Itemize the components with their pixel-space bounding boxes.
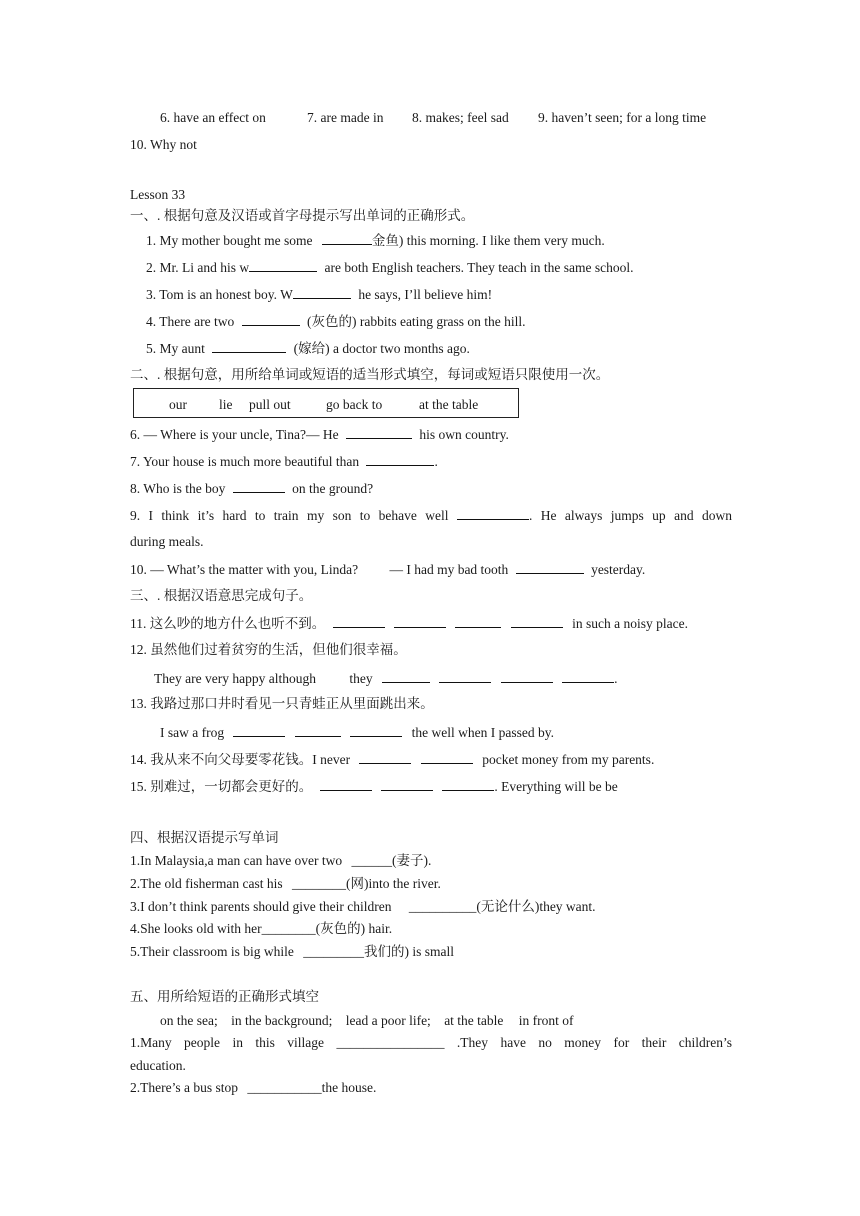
section-3-heading: 三、. 根据汉语意思完成句子。 — [130, 588, 313, 603]
word-bank-item: our — [169, 397, 187, 412]
question-2-text-end: are both English teachers. They teach in the same school. — [324, 260, 634, 275]
question-13-english — [160, 723, 554, 742]
question-9-text: 9. I think it’s hard to train my son to behave well — [130, 508, 449, 523]
answer-blank[interactable] — [333, 614, 385, 628]
s4-q2-text: 2.The old fisherman cast his — [130, 876, 283, 891]
answer-7: 7. are made in — [307, 110, 384, 125]
section-4-heading: 四、根据汉语提示写单词 — [130, 830, 279, 845]
s4-q5-blank[interactable]: _________我们的) is small — [303, 944, 454, 959]
question-14-text: 14. 我从来不向父母要零花钱。I never — [130, 752, 351, 767]
section-5-question-2 — [130, 1079, 376, 1097]
question-12-english — [154, 669, 617, 688]
question-9-text-end: . He always jumps up and down — [528, 508, 732, 523]
question-5-text: 5. My aunt — [146, 341, 205, 356]
question-9 — [130, 506, 732, 525]
question-11 — [130, 614, 688, 633]
question-14 — [130, 750, 654, 769]
question-3-text: 3. Tom is an honest boy. W — [146, 287, 293, 302]
question-6-text: 6. — Where is your uncle, Tina?— He — [130, 427, 339, 442]
word-bank-item: pull out — [249, 397, 291, 412]
answer-blank[interactable] — [501, 669, 553, 683]
word-bank-item: go back to — [326, 397, 383, 412]
question-12-text-mid: they — [349, 671, 373, 686]
question-5-text-end: (嫁给) a doctor two months ago. — [293, 341, 470, 356]
question-5 — [146, 339, 470, 358]
answer-6: 6. have an effect on — [160, 110, 266, 125]
s5-q1-blank[interactable]: ________________ — [336, 1035, 445, 1050]
section-4-question-1 — [130, 852, 431, 870]
answer-blank[interactable] — [249, 258, 317, 272]
question-15-text: 15. 别难过，一切都会更好的。 — [130, 779, 313, 794]
answer-blank[interactable] — [320, 777, 372, 791]
answer-blank[interactable] — [457, 506, 529, 520]
question-2 — [146, 258, 634, 277]
word-bank-item: lie — [219, 397, 233, 412]
answer-blank[interactable] — [322, 231, 372, 245]
answer-blank[interactable] — [516, 560, 584, 574]
answer-blank[interactable] — [295, 723, 341, 737]
section-4-question-2 — [130, 875, 441, 893]
answer-blank[interactable] — [442, 777, 494, 791]
s4-q1-blank[interactable]: ______(妻子). — [351, 853, 432, 868]
s4-q3-text: 3.I don’t think parents should give their children — [130, 899, 392, 914]
question-2-text: 2. Mr. Li and his w — [146, 260, 250, 275]
answer-blank[interactable] — [382, 669, 430, 683]
section-4-question-4: 4.She looks old with her________(灰色的) hair. — [130, 921, 393, 936]
answer-blank[interactable] — [212, 339, 286, 353]
section-2-heading: 二、. 根据句意，用所给单词或短语的适当形式填空，每词或短语只限使用一次。 — [130, 367, 610, 382]
question-12-text-end: . — [614, 671, 618, 686]
answer-9: 9. haven’t seen; for a long time — [538, 110, 707, 125]
question-9-cont: during meals. — [130, 534, 204, 549]
question-7-text-end: . — [434, 454, 438, 469]
s4-q3-blank[interactable]: __________(无论什么)they want. — [408, 899, 596, 914]
s5-q2-text: 2.There’s a bus stop — [130, 1080, 238, 1095]
question-15 — [130, 777, 618, 796]
s4-q1-text: 1.In Malaysia,a man can have over two — [130, 853, 343, 868]
question-10-text: 10. — What’s the matter with you, Linda? — [130, 562, 359, 577]
answer-blank[interactable] — [439, 669, 491, 683]
question-10-text-end: yesterday. — [591, 562, 646, 577]
question-4 — [146, 312, 526, 331]
question-6 — [130, 425, 509, 444]
s5-q2-blank[interactable]: ___________the house. — [247, 1080, 377, 1095]
question-10 — [130, 560, 645, 579]
answer-blank[interactable] — [381, 777, 433, 791]
answer-10: 10. Why not — [130, 137, 197, 152]
word-bank-item: at the table — [419, 397, 479, 412]
section-5-question-1 — [130, 1034, 732, 1052]
s5-q1-text-end: .They have no money for their children’s — [456, 1035, 733, 1050]
question-13: 13. 我路过那口井时看见一只青蛙正从里面跳出来。 — [130, 696, 434, 711]
question-8-text-end: on the ground? — [292, 481, 374, 496]
section-5-question-1-cont: education. — [130, 1058, 186, 1073]
question-12-text: They are very happy although — [154, 671, 316, 686]
question-6-text-end: his own country. — [419, 427, 509, 442]
question-11-text-end: in such a noisy place. — [572, 616, 688, 631]
phrase-bank-item: in the background; — [231, 1013, 333, 1028]
question-12: 12. 虽然他们过着贫穷的生活，但他们很幸福。 — [130, 642, 407, 657]
question-1-text-end: 金鱼) this morning. I like them very much. — [371, 233, 605, 248]
s4-q5-text: 5.Their classroom is big while — [130, 944, 294, 959]
answer-blank[interactable] — [350, 723, 402, 737]
answer-blank[interactable] — [421, 750, 473, 764]
answer-blank[interactable] — [233, 479, 285, 493]
s5-q1-text: 1.Many people in this village — [130, 1035, 325, 1050]
section-5-heading: 五、用所给短语的正确形式填空 — [130, 989, 319, 1004]
answer-blank[interactable] — [242, 312, 300, 326]
question-15-text-end: . Everything will be be — [494, 779, 618, 794]
answer-blank[interactable] — [359, 750, 411, 764]
answer-blank[interactable] — [455, 614, 501, 628]
answer-blank[interactable] — [233, 723, 285, 737]
question-4-text: 4. There are two — [146, 314, 235, 329]
section-4-question-5 — [130, 943, 454, 961]
phrase-bank-item: at the table — [444, 1013, 504, 1028]
section-4-question-3 — [130, 898, 596, 916]
question-13-text: I saw a frog — [160, 725, 225, 740]
answer-blank[interactable] — [366, 452, 434, 466]
answer-blank[interactable] — [394, 614, 446, 628]
question-1 — [146, 231, 605, 250]
lesson-title: Lesson 33 — [130, 187, 186, 202]
question-3-text-end: he says, I’ll believe him! — [358, 287, 493, 302]
answer-blank[interactable] — [562, 669, 614, 683]
question-8 — [130, 479, 373, 498]
phrase-bank — [160, 1012, 574, 1030]
phrase-bank-item: in front of — [518, 1013, 574, 1028]
answer-blank[interactable] — [293, 285, 351, 299]
question-11-text: 11. 这么吵的地方什么也听不到。 — [130, 616, 326, 631]
question-10-reply: — I had my bad tooth — [389, 562, 509, 577]
question-13-text-end: the well when I passed by. — [411, 725, 554, 740]
question-1-text: 1. My mother bought me some — [146, 233, 313, 248]
answer-blank[interactable] — [511, 614, 563, 628]
question-4-text-end: (灰色的) rabbits eating grass on the hill. — [306, 314, 526, 329]
question-7 — [130, 452, 438, 471]
section-1-heading: 一、. 根据句意及汉语或首字母提示写出单词的正确形式。 — [130, 208, 475, 223]
question-8-text: 8. Who is the boy — [130, 481, 226, 496]
word-bank-box — [133, 388, 519, 418]
answer-blank[interactable] — [346, 425, 412, 439]
phrase-bank-item: on the sea; — [160, 1013, 218, 1028]
question-7-text: 7. Your house is much more beautiful than — [130, 454, 360, 469]
answer-8: 8. makes; feel sad — [412, 110, 509, 125]
phrase-bank-item: lead a poor life; — [345, 1013, 431, 1028]
question-3 — [146, 285, 492, 304]
question-14-text-end: pocket money from my parents. — [482, 752, 655, 767]
s4-q2-blank[interactable]: ________(网)into the river. — [291, 876, 441, 891]
